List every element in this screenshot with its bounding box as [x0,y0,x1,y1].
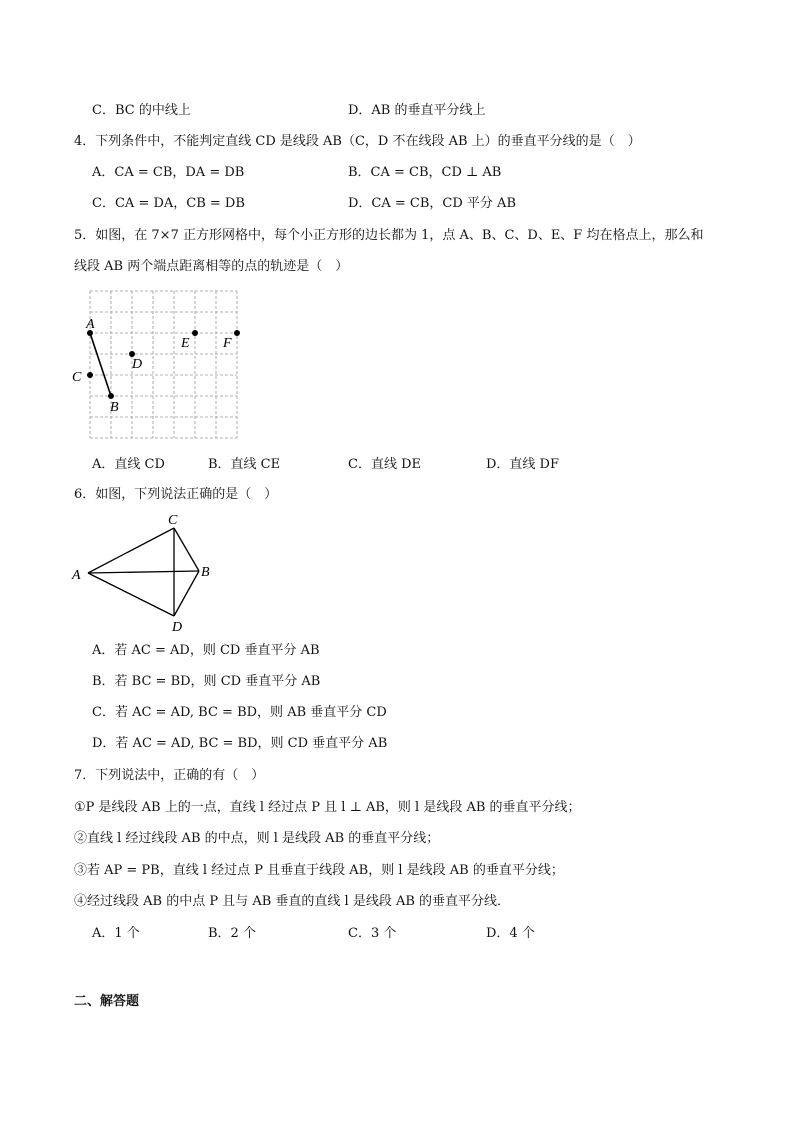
q7-statement-4: ④经过线段 AB 的中点 P 且与 AB 垂直的直线 l 是线段 AB 的垂直平分线． [74,894,511,909]
label-b: B [110,400,119,415]
point-f [234,330,240,336]
q5-option-b: B．直线 CE [208,457,281,472]
side-ac [88,528,174,573]
label-f: F [223,336,232,351]
q7-option-c: C．3 个 [348,926,397,941]
q5-option-d: D．直线 DF [486,457,559,472]
q4-option-d: D．CA = CB，CD 平分 AB [348,196,516,211]
q4-option-b: B．CA = CB，CD ⊥ AB [348,165,502,180]
q7-option-a: A．1 个 [92,926,140,941]
label-c: C [168,513,178,528]
q5-option-c: C．直线 DE [348,457,421,472]
label-d: D [172,620,183,635]
label-b: B [201,565,210,580]
diagonal-ab [88,571,199,573]
q6-stem: 6．如图，下列说法正确的是（ ） [74,487,278,502]
q7-statement-2: ②直线 l 经过线段 AB 的中点，则 l 是线段 AB 的垂直平分线； [74,831,440,846]
q7-option-d: D．4 个 [486,926,535,941]
segment-ab [90,333,111,396]
q7-option-b: B．2 个 [208,926,256,941]
q5-grid-figure [70,286,250,446]
q3-option-d: D．AB 的垂直平分线上 [348,103,486,118]
q7-stem: 7．下列说法中，正确的有（ ） [74,768,265,783]
point-c [87,372,93,378]
q6-quadrilateral-figure [66,508,226,636]
q6-option-a: A．若 AC = AD，则 CD 垂直平分 AB [92,643,320,658]
point-e [192,330,198,336]
q4-option-c: C．CA = DA，CB = DB [92,196,245,211]
label-a: A [72,568,81,583]
side-ad [88,573,174,616]
side-cb [174,528,199,571]
q6-option-d: D．若 AC = AD, BC = BD，则 CD 垂直平分 AB [92,736,388,751]
q7-statement-3: ③若 AP = PB，直线 l 经过点 P 且垂直于线段 AB，则 l 是线段 AB 的垂直平分线； [74,863,564,878]
grid-lines [90,291,237,438]
q6-option-c: C．若 AC = AD, BC = BD，则 AB 垂直平分 CD [92,705,387,720]
q5-stem-line2: 线段 AB 两个端点距离相等的点的轨迹是（ ） [74,259,349,274]
q3-option-c: C．BC 的中线上 [92,103,191,118]
q4-stem: 4．下列条件中，不能判定直线 CD 是线段 AB（C，D 不在线段 AB 上）的垂直平分线的是（ ） [74,134,641,149]
q6-option-b: B．若 BC = BD，则 CD 垂直平分 AB [92,674,321,689]
label-d: D [132,357,143,372]
q4-option-a: A．CA = CB，DA = DB [92,165,245,180]
label-a: A [86,317,95,332]
q7-statement-1: ①P 是线段 AB 上的一点，直线 l 经过点 P 且 l ⊥ AB，则 l 是线段 AB 的垂直平分线； [74,800,581,815]
q5-option-a: A．直线 CD [92,457,165,472]
label-c: C [72,370,82,385]
side-db [174,571,199,616]
point-b [108,393,114,399]
section-title-answer-questions: 二、解答题 [74,993,140,1008]
q5-stem-line1: 5．如图，在 7×7 正方形网格中，每个小正方形的边长都为 1，点 A、B、C、D、E、F 均在格点上，那么和 [74,228,704,243]
label-e: E [181,336,190,351]
